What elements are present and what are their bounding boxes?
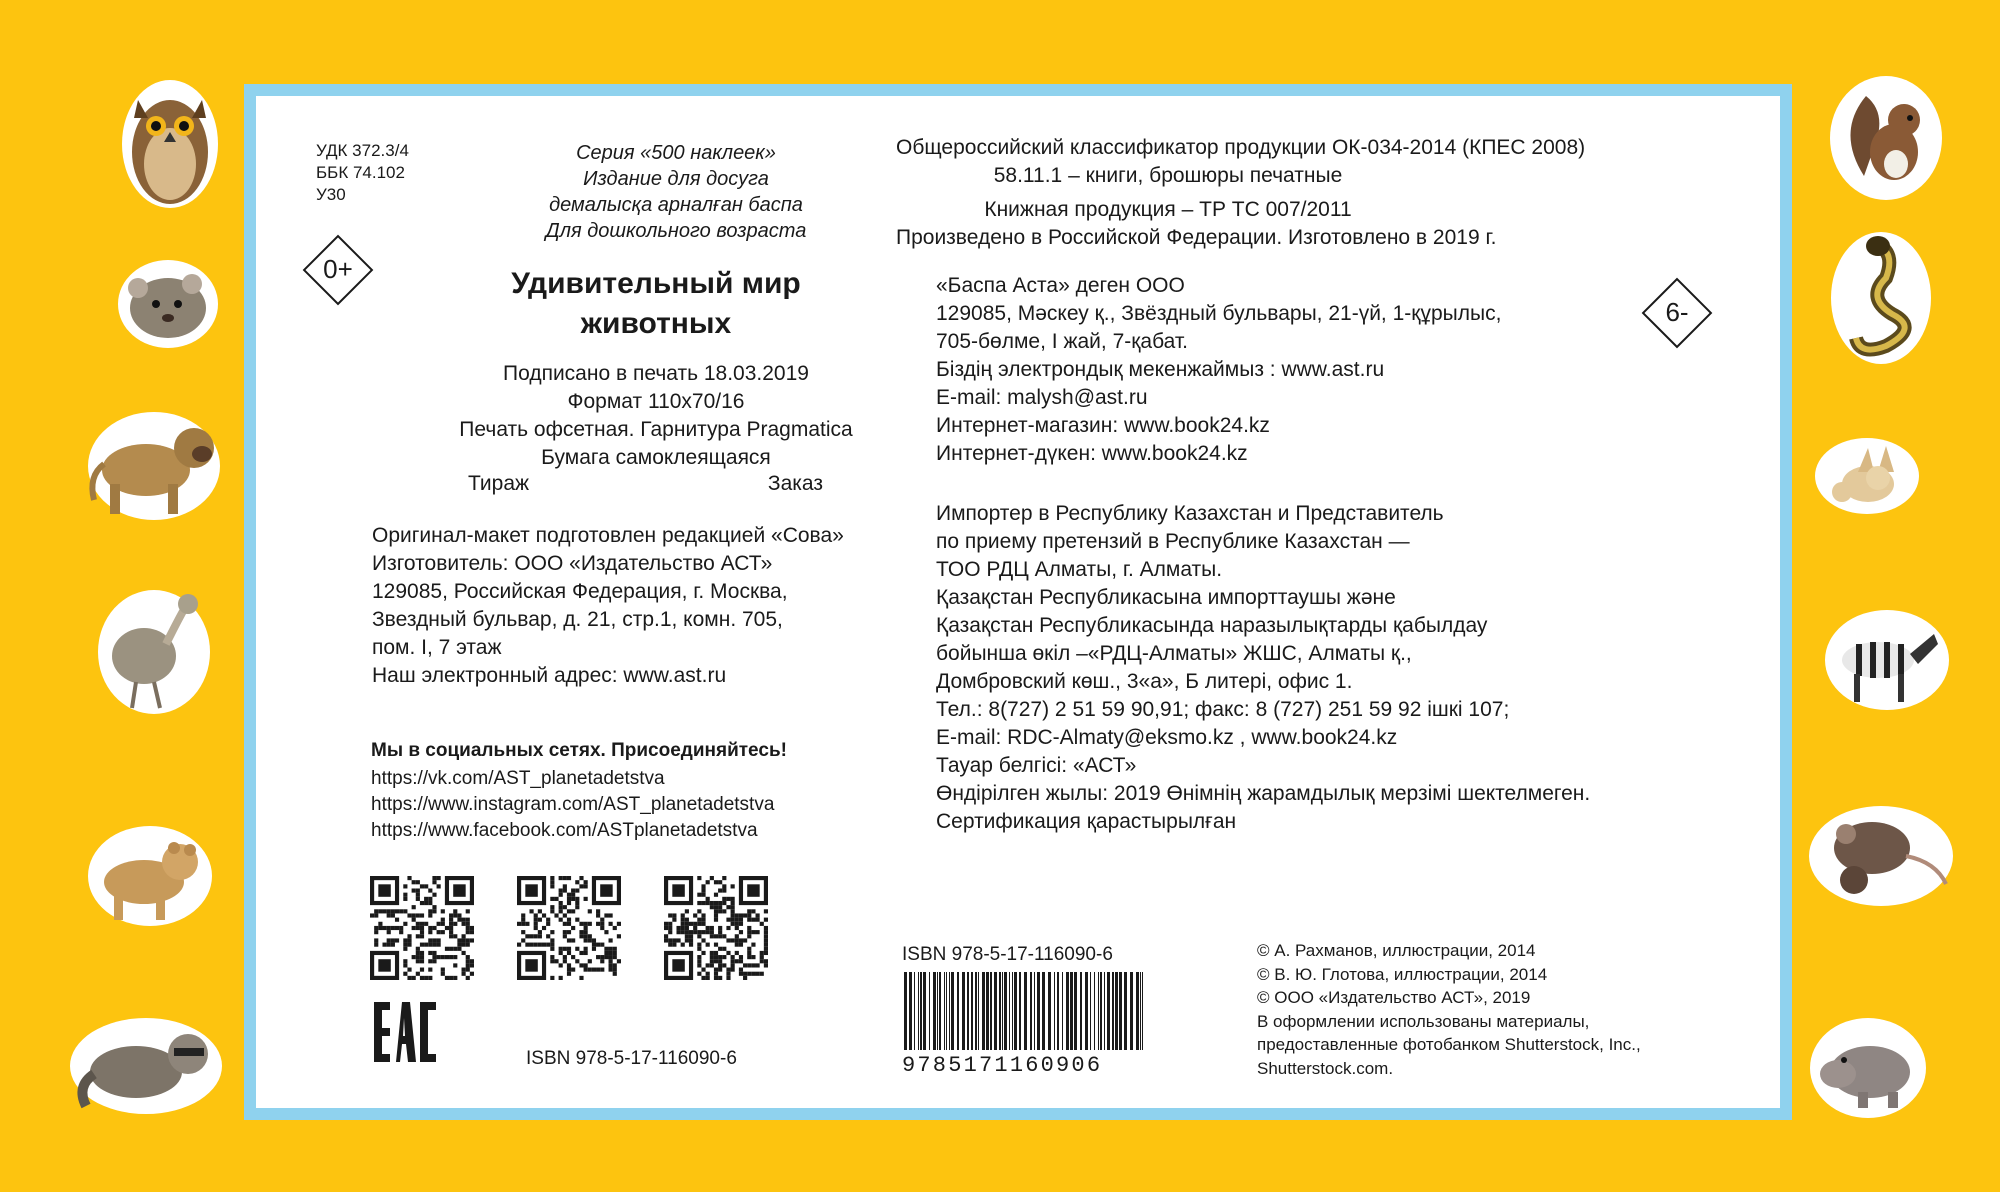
bbk-code: ББК 74.102 [316,163,405,182]
series-line: Издание для досуга [583,168,769,190]
importer-line: бойынша өкіл –«РДЦ-Алматы» ЖШС, Алматы қ., [936,642,1412,665]
qr-code-icon [664,876,768,980]
cover-frame [244,84,1792,1120]
classifier-line: Общероссийский классификатор продукции ОК-034-2014 (КПЕС 2008) [896,136,1586,159]
copyright-line: © ООО «Издательство АСТ», 2019 [1257,988,1531,1007]
baboon-icon [84,404,224,524]
importer-line: Өндірілген жылы: 2019 Өнімнің жарамдылық мерзімі шектелмеген. [936,782,1591,805]
age-rating-right: 6- [1665,297,1689,327]
kz-address-block [936,272,1501,468]
publisher-line: Оригинал-макет подготовлен редакцией «Сова» [372,524,844,547]
publisher-line: Звездный бульвар, д. 21, стр.1, комн. 705, [372,608,783,631]
publisher-line: Наш электронный адрес: www.ast.ru [372,664,727,687]
baboon-sticker [84,404,224,524]
barcode [902,972,1149,1076]
qr-code-facebook[interactable] [664,876,768,980]
social-links [371,766,774,844]
importer-line: по приему претензий в Республике Казахстан — [936,530,1410,553]
hippo-sticker [1808,1016,1928,1120]
publisher-info [372,522,844,690]
print-line: Подписано в печать 18.03.2019 [503,362,809,385]
copyright-line: © В. Ю. Глотова, иллюстрации, 2014 [1257,964,1548,984]
squirrel-sticker [1826,72,1946,202]
rat-icon [1806,800,1956,910]
publisher-line: Изготовитель: ООО «Издательство АСТ» [372,552,773,575]
importer-line: ТОО РДЦ Алматы, г. Алматы. [936,558,1223,581]
series-line: демалысқа арналған баспа [549,194,803,216]
importer-line: Қазақстан Республикасына импорттаушы және [936,586,1396,609]
squirrel-icon [1826,72,1946,202]
qr-code-icon [517,876,621,980]
series-block [486,140,866,244]
eac-mark [370,998,440,1066]
classifier-line: Произведено в Российской Федерации. Изготовлено в 2019 г. [896,226,1497,249]
print-line: Бумага самоклеящаяся [541,446,771,469]
owl-sticker [100,72,240,212]
cobra-sticker [1826,228,1936,368]
mouse-icon [112,252,222,352]
book-title [406,264,906,344]
title-line-2: животных [580,307,732,340]
fennec-sticker [1812,432,1922,516]
importer-block [936,500,1590,836]
importer-line: E-mail: RDC-Almaty@eksmo.kz , www.book24.kz [936,726,1398,749]
kz-address-line: Интернет-дүкен: www.book24.kz [936,442,1248,465]
hippo-icon [1808,1016,1928,1120]
classifier-line: Книжная продукция – ТР ТС 007/2011 [984,198,1352,221]
ostrich-chick-icon [94,586,214,716]
print-info [406,360,906,472]
print-line: Печать офсетная. Гарнитура Pragmatica [459,418,853,441]
qr-code-vk[interactable] [370,876,474,980]
copyright-line: В оформлении использованы материалы, [1257,1011,1590,1031]
eac-icon [370,998,440,1066]
copyright-line: © А. Рахманов, иллюстрации, 2014 [1257,941,1536,960]
classifier-block [896,134,1586,252]
series-line: Для дошкольного возраста [545,220,807,242]
social-link-instagram[interactable]: https://www.instagram.com/AST_planetadetstva [371,794,775,815]
copyright-block [1257,939,1641,1080]
tirazh-label: Тираж [468,472,530,495]
rat-sticker [1806,800,1956,910]
importer-line: Домбровский көш., 3«а», Б литері, офис 1. [936,670,1353,693]
barcode-icon [902,972,1149,1050]
qr-code-instagram[interactable] [517,876,621,980]
age-rating-left: 0+ [323,254,353,284]
lion-cub-icon [84,820,214,930]
zakaz-label: Заказ [767,472,823,495]
ostrich-sticker [94,586,214,716]
isbn-bottom: ISBN 978-5-17-116090-6 [526,1048,737,1069]
kz-address-line: E-mail: malysh@ast.ru [936,386,1148,409]
publisher-line: пом. I, 7 этаж [372,636,502,659]
author-code: У30 [316,185,346,204]
qr-code-icon [370,876,474,980]
zebra-icon [1822,604,1952,714]
kz-address-line: «Баспа Аста» деген ООО [936,274,1185,297]
imprint-card [256,96,1780,1108]
copyright-line: предоставленные фотобанком Shutterstock, Inc., [1257,1035,1641,1054]
importer-line: Қазақстан Республикасында наразылықтарды қабылдау [936,614,1488,637]
kz-address-line: 705-бөлме, I жай, 7-қабат. [936,330,1188,353]
print-line: Формат 110x70/16 [567,390,745,413]
importer-line: Импортер в Республику Казахстан и Представитель [936,502,1444,525]
kz-address-line: 129085, Мәскеу қ., Звёздный бульвары, 21-үй, 1-құрылыс, [936,302,1502,325]
title-line-1: Удивительный мир [511,267,801,300]
tirazh-zakaz-row [468,472,823,496]
importer-line: Тел.: 8(727) 2 51 59 90,91; факс: 8 (727) 251 59 92 ішкі 107; [936,698,1510,721]
fennec-fox-icon [1812,432,1922,516]
classifier-line: 58.11.1 – книги, брошюры печатные [993,164,1343,187]
udk-code: УДК 372.3/4 [316,141,409,160]
udk-block [316,140,409,206]
raccoon-sticker [66,1010,226,1120]
social-link-facebook[interactable]: https://www.facebook.com/ASTplanetadetstva [371,820,758,841]
barcode-digits: 9785171160906 [902,1053,1103,1078]
importer-line: Сертификация қарастырылған [936,810,1237,833]
publisher-line: 129085, Российская Федерация, г. Москва, [372,580,788,603]
series-line: Серия «500 наклеек» [576,142,776,164]
social-link-vk[interactable]: https://vk.com/AST_planetadetstva [371,768,665,789]
raccoon-icon [66,1010,226,1120]
social-heading: Мы в социальных сетях. Присоединяйтесь! [371,740,787,761]
owl-icon [100,72,240,212]
lion-cub-sticker [84,820,214,930]
importer-line: Тауар белгісі: «АСТ» [936,754,1137,777]
kz-address-line: Интернет-магазин: www.book24.kz [936,414,1270,437]
isbn-top: ISBN 978-5-17-116090-6 [902,944,1113,965]
kz-address-line: Біздің электрондық мекенжаймыз : www.ast.ru [936,358,1385,381]
copyright-line: Shutterstock.com. [1257,1058,1394,1078]
zebra-sticker [1822,604,1952,714]
mouse-sticker [112,252,222,352]
cobra-icon [1826,228,1936,368]
